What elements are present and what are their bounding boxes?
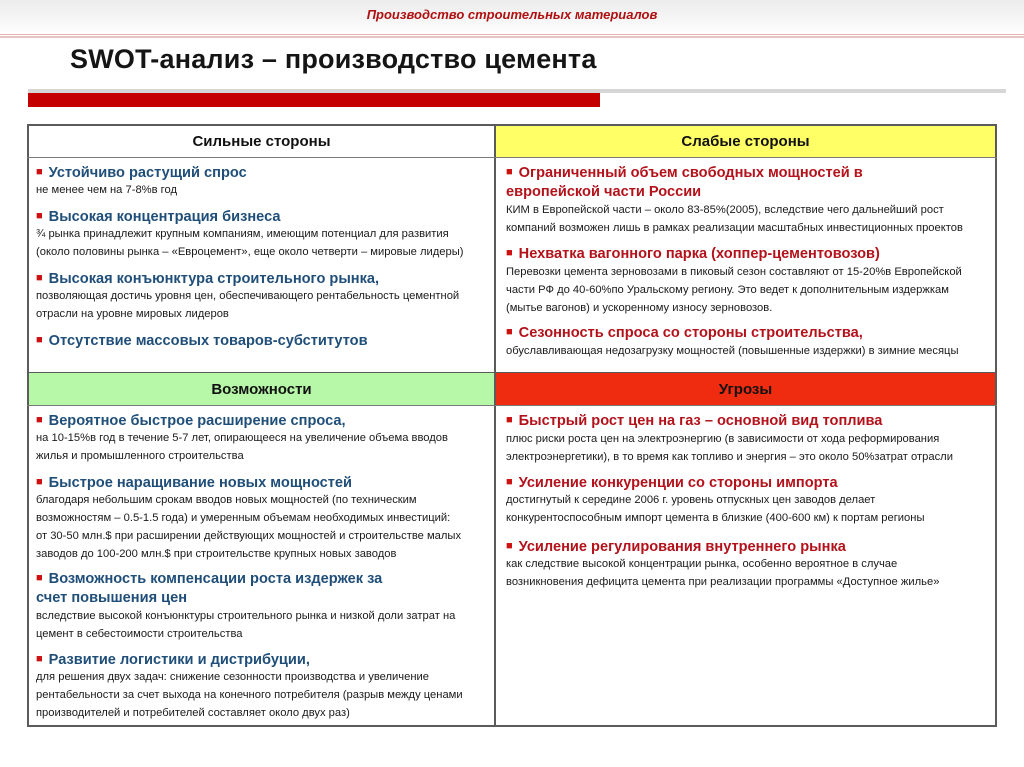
strength-item-title: ■ Высокая концентрация бизнеса	[36, 209, 281, 225]
strength-item-title: ■ Устойчиво растущий спрос	[36, 165, 247, 181]
opportunity-item-title: ■ Вероятное быстрое расширение спроса,	[36, 413, 346, 429]
weakness-item-desc: Перевозки цемента зерновозами в пиковый сезон составляют от 15-20%в Европейской	[506, 266, 962, 278]
opportunity-item-desc: на 10-15%в год в течение 5-7 лет, опирающееся на увеличение объема вводов	[36, 432, 448, 444]
weakness-item-desc: части РФ до 40-60%по Уральскому региону. Это ведет к дополнительным издержкам	[506, 284, 949, 296]
opportunity-item-desc: вследствие высокой конъюнктуры строительного рынка и низкой доли затрат на	[36, 610, 456, 622]
weakness-item-title: ■ Нехватка вагонного парка (хоппер-цементовозов)	[506, 246, 880, 262]
weaknesses-header-label: Слабые стороны	[681, 133, 810, 150]
opportunity-item-desc: цемент в себестоимости строительства	[36, 628, 243, 640]
strength-item-desc: отрасли на уровне мировых лидеров	[36, 308, 229, 320]
weakness-item-title: ■ Сезонность спроса со стороны строительства,	[506, 325, 863, 341]
strengths-header-label: Сильные стороны	[192, 133, 331, 150]
weakness-item-desc: КИМ в Европейской части – около 83-85%(2005), вследствие чего дальнейший рост	[506, 204, 944, 216]
opportunity-item-title: ■ Быстрое наращивание новых мощностей	[36, 475, 353, 491]
threats-header-label: Угрозы	[718, 380, 773, 398]
threat-item-desc: электроэнергетики), в то время как топливо и энергия – это около 50%затрат отрасли	[506, 451, 953, 463]
weakness-item-desc: (мытье вагонов) и ускоренному износу зерновозов.	[506, 302, 773, 314]
page-title: SWOT-анализ – производство цемента	[70, 44, 597, 74]
opportunity-item-desc: жилья и промышленного строительства	[36, 450, 244, 462]
opportunity-item-title: ■ Развитие логистики и дистрибуции,	[36, 652, 310, 668]
weakness-item-desc: компаний возможен лишь в рамках реализации масштабных инвестиционных проектов	[506, 222, 963, 234]
header-caption: Производство строительных материалов	[366, 7, 658, 22]
opportunity-item-desc: возможностям – 0.5-1.5 года) и умеренным объемам необходимых инвестиций:	[36, 512, 451, 524]
strength-item-desc: позволяющая достичь уровня цен, обеспечивающего рентабельность цементной	[36, 290, 460, 302]
weakness-item-title-cont: европейской части России	[506, 184, 702, 200]
middle-divider	[27, 372, 997, 373]
opportunity-item-title-cont: счет повышения цен	[36, 590, 188, 606]
threat-item-title: ■ Усиление регулирования внутреннего рынка	[506, 539, 846, 555]
title-rule-red	[28, 93, 600, 107]
strengths-header	[29, 126, 494, 157]
threat-item-title: ■ Быстрый рост цен на газ – основной вид топлива	[506, 413, 883, 429]
strength-item-desc: не менее чем на 7-8%в год	[36, 184, 178, 196]
threat-item-desc: конкурентоспособным импорт цемента в близкие (400-600 км) к портам регионы	[506, 512, 925, 524]
threat-item-desc: как следствие высокой концентрации рынка, особенно вероятное в случае	[506, 558, 898, 570]
header-divider-top	[27, 157, 997, 158]
strength-item-desc: ¾ рынка принадлежит крупным компаниям, имеющим потенциал для развития	[36, 228, 449, 240]
opportunity-item-desc: производителей и потребителей составляет около двух раз)	[36, 707, 350, 719]
threat-item-desc: возникновения дефицита цемента при реализации программы «Доступное жилье»	[506, 576, 940, 588]
weakness-item-title: ■ Ограниченный объем свободных мощностей в	[506, 165, 863, 181]
opportunities-header	[29, 373, 494, 405]
header-divider-bottom	[27, 405, 997, 406]
vertical-divider	[494, 124, 496, 727]
opportunity-item-desc: заводов до 100-200 млн.$ при строительстве крупных новых заводов	[36, 548, 397, 560]
opportunity-item-title: ■ Возможность компенсации роста издержек за	[36, 571, 383, 587]
opportunity-item-desc: рентабельности за счет выхода на конечного потребителя (разрыв между ценами	[36, 689, 463, 701]
opportunities-header-label: Возможности	[211, 380, 312, 398]
strength-item-title: ■ Высокая конъюнктура строительного рынка,	[36, 271, 380, 287]
threat-item-title: ■ Усиление конкуренции со стороны импорта	[506, 475, 838, 491]
strength-item-desc: (около половины рынка – «Евроцемент», еще около четверти – мировые лидеры)	[36, 246, 464, 258]
opportunity-item-desc: от 30-50 млн.$ при расширении действующих мощностей и строительстве малых	[36, 530, 462, 542]
strength-item-title: ■ Отсутствие массовых товаров-субститутов	[36, 333, 368, 349]
threat-item-desc: плюс риски роста цен на электроэнергию (в зависимости от хода реформирования	[506, 433, 940, 445]
opportunity-item-desc: благодаря небольшим срокам вводов новых мощностей (по техническим	[36, 494, 417, 506]
threats-header	[496, 373, 995, 405]
weaknesses-header	[496, 126, 995, 157]
threat-item-desc: достигнутый к середине 2006 г. уровень отпускных цен заводов делает	[506, 494, 876, 506]
opportunity-item-desc: для решения двух задач: снижение сезонности производства и увеличение	[36, 671, 429, 683]
weakness-item-desc: обуславливающая недозагрузку мощностей (повышенные издержки) в зимние месяцы	[506, 345, 959, 357]
